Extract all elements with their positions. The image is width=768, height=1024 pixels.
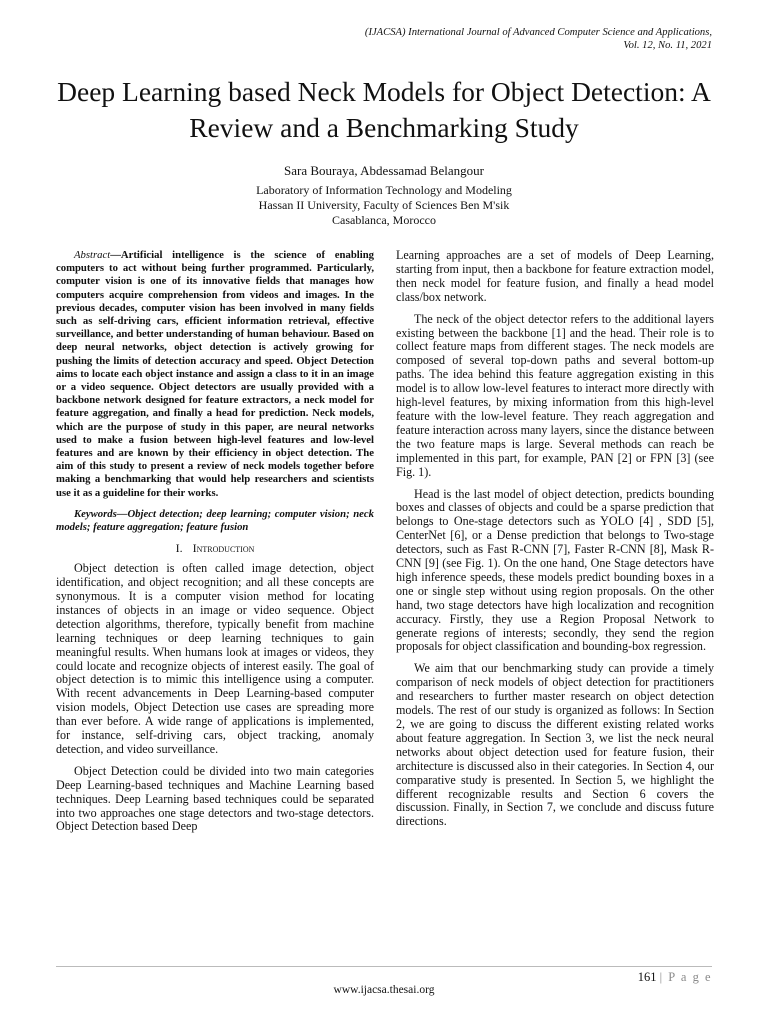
paper-authors: Sara Bouraya, Abdessamad Belangour [283, 163, 484, 178]
affiliation [0, 183, 768, 228]
affiliation-line-3: Casablanca, Morocco [332, 213, 436, 227]
right-paragraph-1: Learning approaches are a set of models of Deep Learning, starting from input, then a backbone for feature extraction model, then neck model for feature fusion, and finally a head model class/box network. [396, 248, 714, 304]
section-number: I. [175, 541, 183, 556]
page-label: | P a g e [659, 970, 712, 984]
journal-volume: Vol. 12, No. 11, 2021 [623, 40, 712, 51]
intro-paragraph-1: Object detection is often called image detection, object identification, and object recognition; and all these concepts are synonymous. It is a computer vision method for locating instances of objects in an image or video sequence. Object detection algorithms, therefore, typically benefit from machine learning techniques or deep learning techniques to gain meaningful results. When humans look at images or videos, they could locate and recognize objects of interest easily. The goal of object detection is to mimic this intelligence using a computer. With recent advancements in Deep Learning-based computer vision models, Object Detection use cases are spreading more than ever before. A wide range of applications is implemented, for instance, self-driving cars, object tracking, anomaly detection, and video surveillance. [56, 561, 374, 756]
journal-header [212, 26, 712, 52]
right-paragraph-3: Head is the last model of object detection, predicts bounding boxes and classes of objects and could be a sparse prediction that belongs to One-stage detectors such as YOLO [4] , SDD [5], CenterNet [6], or a Dense prediction that belongs to Two-stage detectors, such as Fast R-CNN [7], Faster R-CNN [8], Mask R-CNN [9] (see Fig. 1). On the one hand, One Stage detectors have high inference speeds, these models predict bounding boxes in a one or single step without using region proposals. On the other hand, two stage detectors have high localization and recognition accuracy. Firstly, they use a Region Proposal Network to generate regions of interests; secondly, they send the region proposals for object classification and bounding-box regression. [396, 486, 714, 654]
keywords: Keywords—Object detection; deep learning; computer vision; neck models; feature aggregation; feature fusion [56, 507, 374, 534]
affiliation-line-2: Hassan II University, Faculty of Sciences Ben M'sik [258, 198, 510, 212]
right-paragraph-4: We aim that our benchmarking study can provide a timely comparison of neck models of object detection for practitioners and researchers to further master research on object detection models. The rest of our study is organized as follows: In Section 2, we are going to discuss the different existing related works about feature aggregation. In Section 3, we list the neck neural networks about object detection used for feature fusion, their architecture is discussed also in their categories. In Section 4, our comparative study is presented. In Section 5, we highlight the different recognizable results and Section 6 covers the discussion. Finally, in Section 7, we conclude and discuss future directions. [396, 661, 714, 829]
page-number-value: 161 [637, 970, 657, 984]
abstract [56, 249, 374, 500]
journal-name: (IJACSA) International Journal of Advanced Computer Science and Applications, [364, 27, 712, 38]
section-title: Introduction [192, 541, 255, 556]
intro-paragraph-2: Object Detection could be divided into two main categories Deep Learning-based techniques and Machine Learning based techniques. Deep Learning based techniques could be separated into two approaches one stage detectors and two-stage detectors. Object Detection based Deep [56, 763, 374, 834]
section-heading-introduction [56, 542, 374, 556]
footer-divider [56, 966, 712, 967]
paper-title: Deep Learning based Neck Models for Object Detection: A Review and a Benchmarking Study [57, 76, 711, 143]
abstract-text: —Artificial intelligence is the science of enabling computers to act without being further programmed. Particularly, computer vision is one of its innovative fields that manages how computers acquire comprehension from videos and images. In the previous decades, computer vision has been involved in many fields such as self-driving cars, efficient information retrieval, effective surveillance, and better understanding of human behaviour. Based on deep neural networks, object detection is actively growing for pushing the limits of detection accuracy and speed. Object Detection aims to locate each object instance and assign a class to it in an image or a video sequence. Object detectors are usually provided with a backbone network designed for feature extractors, a neck model for feature aggregation, and finally a head for prediction. Neck models, which are the purpose of study in this paper, are neural networks used to make a fusion between high-level features and low-level features and are known by their efficiency in object detection. The aim of this study to present a review of neck models together before making a benchmarking that would help researchers and scientists use it as a guideline for their works. [56, 249, 374, 499]
footer-url[interactable]: www.ijacsa.thesai.org [333, 984, 435, 996]
abstract-lead: Abstract [74, 249, 111, 261]
page-number [638, 970, 712, 985]
affiliation-line-1: Laboratory of Information Technology and Modeling [256, 183, 512, 197]
left-column [56, 249, 374, 842]
right-paragraph-2: The neck of the object detector refers to the additional layers existing between the backbone [1] and the head. Their role is to collect feature maps from different stages. The neck models are composed of several top-down paths and several bottom-up paths. The idea behind this feature aggregation existing in this model is to allow low-level features to interact more directly with high-level features, by mixing information from this high-level feature with the low-level feature. They reach aggregation and feature interaction across many layers, since the distance between the two feature maps is large. Several methods can reach be implemented in this part, for example, PAN [2] or FPN [3] (see Fig. 1). [396, 311, 714, 479]
right-column [396, 249, 714, 837]
